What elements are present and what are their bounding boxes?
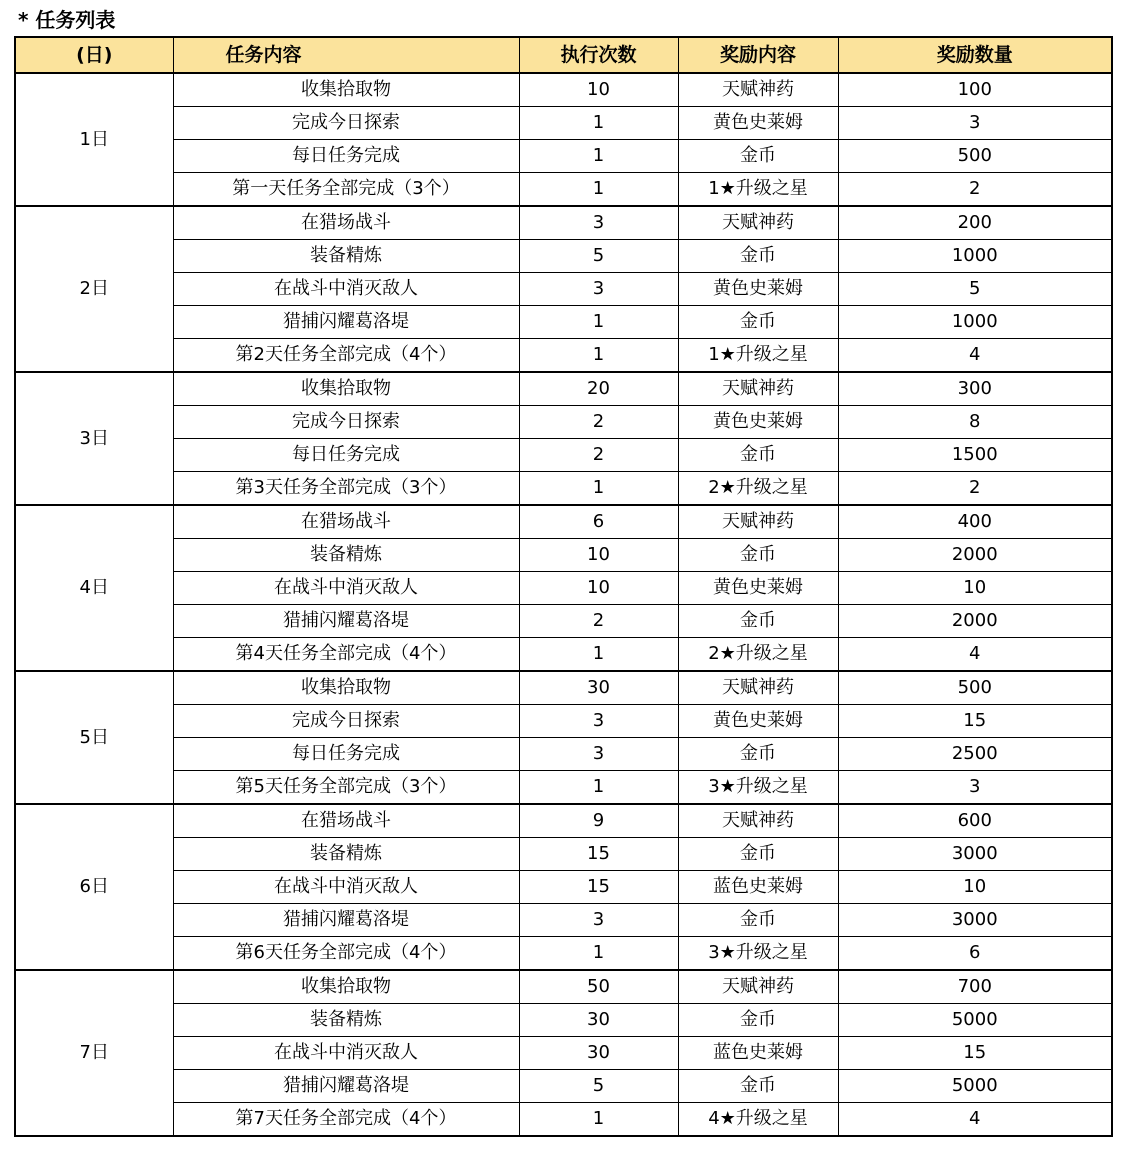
header-row (15, 37, 1112, 73)
day-cell: 7日 (15, 970, 173, 1136)
count-cell: 6 (519, 505, 678, 539)
table-row (15, 605, 1112, 638)
table-row (15, 838, 1112, 871)
reward-cell: 黄色史莱姆 (678, 406, 838, 439)
amount-cell: 8 (838, 406, 1112, 439)
count-cell: 5 (519, 1070, 678, 1103)
count-cell: 1 (519, 771, 678, 805)
count-cell: 1 (519, 937, 678, 971)
amount-cell: 700 (838, 970, 1112, 1004)
task-cell: 猎捕闪耀葛洛堤 (173, 1070, 519, 1103)
reward-cell: 黄色史莱姆 (678, 705, 838, 738)
count-cell: 9 (519, 804, 678, 838)
reward-cell: 1★升级之星 (678, 339, 838, 373)
task-body (15, 73, 1112, 1136)
task-cell: 完成今日探索 (173, 406, 519, 439)
task-cell: 每日任务完成 (173, 738, 519, 771)
count-cell: 1 (519, 472, 678, 506)
task-cell: 在战斗中消灭敌人 (173, 273, 519, 306)
table-row (15, 771, 1112, 805)
task-cell: 在猎场战斗 (173, 505, 519, 539)
count-cell: 3 (519, 904, 678, 937)
reward-cell: 2★升级之星 (678, 638, 838, 672)
count-cell: 3 (519, 273, 678, 306)
amount-cell: 10 (838, 572, 1112, 605)
task-cell: 装备精炼 (173, 1004, 519, 1037)
table-row (15, 240, 1112, 273)
count-cell: 10 (519, 572, 678, 605)
table-row (15, 904, 1112, 937)
task-cell: 在猎场战斗 (173, 206, 519, 240)
count-cell: 30 (519, 1004, 678, 1037)
reward-cell: 金币 (678, 605, 838, 638)
reward-cell: 金币 (678, 1004, 838, 1037)
reward-cell: 黄色史莱姆 (678, 273, 838, 306)
task-cell: 装备精炼 (173, 539, 519, 572)
table-row (15, 140, 1112, 173)
table-row (15, 73, 1112, 107)
reward-cell: 金币 (678, 838, 838, 871)
amount-cell: 4 (838, 1103, 1112, 1137)
task-cell: 第7天任务全部完成（4个） (173, 1103, 519, 1137)
day-cell: 5日 (15, 671, 173, 804)
reward-cell: 3★升级之星 (678, 771, 838, 805)
reward-cell: 金币 (678, 904, 838, 937)
count-cell: 15 (519, 838, 678, 871)
task-cell: 猎捕闪耀葛洛堤 (173, 605, 519, 638)
amount-cell: 5 (838, 273, 1112, 306)
amount-cell: 100 (838, 73, 1112, 107)
table-row (15, 638, 1112, 672)
task-cell: 完成今日探索 (173, 107, 519, 140)
reward-cell: 1★升级之星 (678, 173, 838, 207)
table-row (15, 671, 1112, 705)
count-cell: 20 (519, 372, 678, 406)
amount-cell: 6 (838, 937, 1112, 971)
task-cell: 第一天任务全部完成（3个） (173, 173, 519, 207)
reward-cell: 天赋神药 (678, 804, 838, 838)
table-row (15, 871, 1112, 904)
count-cell: 10 (519, 73, 678, 107)
reward-cell: 蓝色史莱姆 (678, 871, 838, 904)
amount-cell: 2 (838, 472, 1112, 506)
count-cell: 1 (519, 638, 678, 672)
table-row (15, 539, 1112, 572)
header-amount: 奖励数量 (838, 37, 1112, 73)
amount-cell: 300 (838, 372, 1112, 406)
amount-cell: 3000 (838, 838, 1112, 871)
table-row (15, 970, 1112, 1004)
day-cell: 3日 (15, 372, 173, 505)
amount-cell: 10 (838, 871, 1112, 904)
reward-cell: 天赋神药 (678, 671, 838, 705)
table-row (15, 372, 1112, 406)
task-cell: 在猎场战斗 (173, 804, 519, 838)
day-cell: 2日 (15, 206, 173, 372)
amount-cell: 1500 (838, 439, 1112, 472)
task-cell: 第5天任务全部完成（3个） (173, 771, 519, 805)
table-row (15, 107, 1112, 140)
task-cell: 第4天任务全部完成（4个） (173, 638, 519, 672)
reward-cell: 蓝色史莱姆 (678, 1037, 838, 1070)
count-cell: 30 (519, 671, 678, 705)
amount-cell: 5000 (838, 1004, 1112, 1037)
task-cell: 装备精炼 (173, 240, 519, 273)
reward-cell: 4★升级之星 (678, 1103, 838, 1137)
count-cell: 3 (519, 705, 678, 738)
count-cell: 1 (519, 339, 678, 373)
count-cell: 1 (519, 107, 678, 140)
count-cell: 2 (519, 439, 678, 472)
table-row (15, 1004, 1112, 1037)
count-cell: 30 (519, 1037, 678, 1070)
amount-cell: 15 (838, 1037, 1112, 1070)
count-cell: 1 (519, 306, 678, 339)
table-row (15, 439, 1112, 472)
reward-cell: 天赋神药 (678, 206, 838, 240)
table-row (15, 572, 1112, 605)
count-cell: 50 (519, 970, 678, 1004)
task-cell: 猎捕闪耀葛洛堤 (173, 306, 519, 339)
amount-cell: 3000 (838, 904, 1112, 937)
amount-cell: 1000 (838, 306, 1112, 339)
table-row (15, 738, 1112, 771)
reward-cell: 天赋神药 (678, 505, 838, 539)
amount-cell: 4 (838, 339, 1112, 373)
table-row (15, 339, 1112, 373)
task-cell: 在战斗中消灭敌人 (173, 1037, 519, 1070)
day-cell: 1日 (15, 73, 173, 206)
header-count: 执行次数 (519, 37, 678, 73)
count-cell: 1 (519, 173, 678, 207)
reward-cell: 金币 (678, 738, 838, 771)
count-cell: 1 (519, 140, 678, 173)
count-cell: 2 (519, 406, 678, 439)
header-reward: 奖励内容 (678, 37, 838, 73)
amount-cell: 3 (838, 107, 1112, 140)
amount-cell: 600 (838, 804, 1112, 838)
amount-cell: 2500 (838, 738, 1112, 771)
reward-cell: 金币 (678, 1070, 838, 1103)
reward-cell: 3★升级之星 (678, 937, 838, 971)
count-cell: 15 (519, 871, 678, 904)
task-cell: 每日任务完成 (173, 439, 519, 472)
amount-cell: 15 (838, 705, 1112, 738)
reward-cell: 金币 (678, 539, 838, 572)
count-cell: 5 (519, 240, 678, 273)
amount-cell: 200 (838, 206, 1112, 240)
task-cell: 收集拾取物 (173, 970, 519, 1004)
task-cell: 完成今日探索 (173, 705, 519, 738)
table-row (15, 705, 1112, 738)
amount-cell: 2000 (838, 539, 1112, 572)
header-day: (日) (15, 37, 173, 73)
task-cell: 收集拾取物 (173, 372, 519, 406)
reward-cell: 2★升级之星 (678, 472, 838, 506)
page-title: * 任务列表 (18, 8, 116, 32)
reward-cell: 天赋神药 (678, 372, 838, 406)
amount-cell: 2 (838, 173, 1112, 207)
count-cell: 3 (519, 738, 678, 771)
task-cell: 在战斗中消灭敌人 (173, 871, 519, 904)
table-row (15, 206, 1112, 240)
table-row (15, 937, 1112, 971)
table-row (15, 472, 1112, 506)
reward-cell: 天赋神药 (678, 73, 838, 107)
table-row (15, 1070, 1112, 1103)
reward-cell: 金币 (678, 240, 838, 273)
task-cell: 收集拾取物 (173, 73, 519, 107)
task-cell: 装备精炼 (173, 838, 519, 871)
amount-cell: 5000 (838, 1070, 1112, 1103)
task-cell: 在战斗中消灭敌人 (173, 572, 519, 605)
table-row (15, 273, 1112, 306)
task-cell: 猎捕闪耀葛洛堤 (173, 904, 519, 937)
task-cell: 第2天任务全部完成（4个） (173, 339, 519, 373)
reward-cell: 金币 (678, 140, 838, 173)
amount-cell: 1000 (838, 240, 1112, 273)
amount-cell: 4 (838, 638, 1112, 672)
count-cell: 10 (519, 539, 678, 572)
task-cell: 第6天任务全部完成（4个） (173, 937, 519, 971)
header-task: 任务内容 (173, 37, 519, 73)
amount-cell: 500 (838, 671, 1112, 705)
task-cell: 第3天任务全部完成（3个） (173, 472, 519, 506)
count-cell: 2 (519, 605, 678, 638)
count-cell: 1 (519, 1103, 678, 1137)
task-table (14, 36, 1113, 1137)
table-row (15, 306, 1112, 339)
day-cell: 6日 (15, 804, 173, 970)
amount-cell: 500 (838, 140, 1112, 173)
reward-cell: 金币 (678, 306, 838, 339)
table-row (15, 804, 1112, 838)
amount-cell: 3 (838, 771, 1112, 805)
reward-cell: 黄色史莱姆 (678, 572, 838, 605)
table-row (15, 173, 1112, 207)
day-cell: 4日 (15, 505, 173, 671)
reward-cell: 黄色史莱姆 (678, 107, 838, 140)
task-cell: 收集拾取物 (173, 671, 519, 705)
table-row (15, 505, 1112, 539)
amount-cell: 2000 (838, 605, 1112, 638)
table-row (15, 1103, 1112, 1137)
amount-cell: 400 (838, 505, 1112, 539)
table-row (15, 1037, 1112, 1070)
task-cell: 每日任务完成 (173, 140, 519, 173)
count-cell: 3 (519, 206, 678, 240)
reward-cell: 金币 (678, 439, 838, 472)
table-row (15, 406, 1112, 439)
reward-cell: 天赋神药 (678, 970, 838, 1004)
